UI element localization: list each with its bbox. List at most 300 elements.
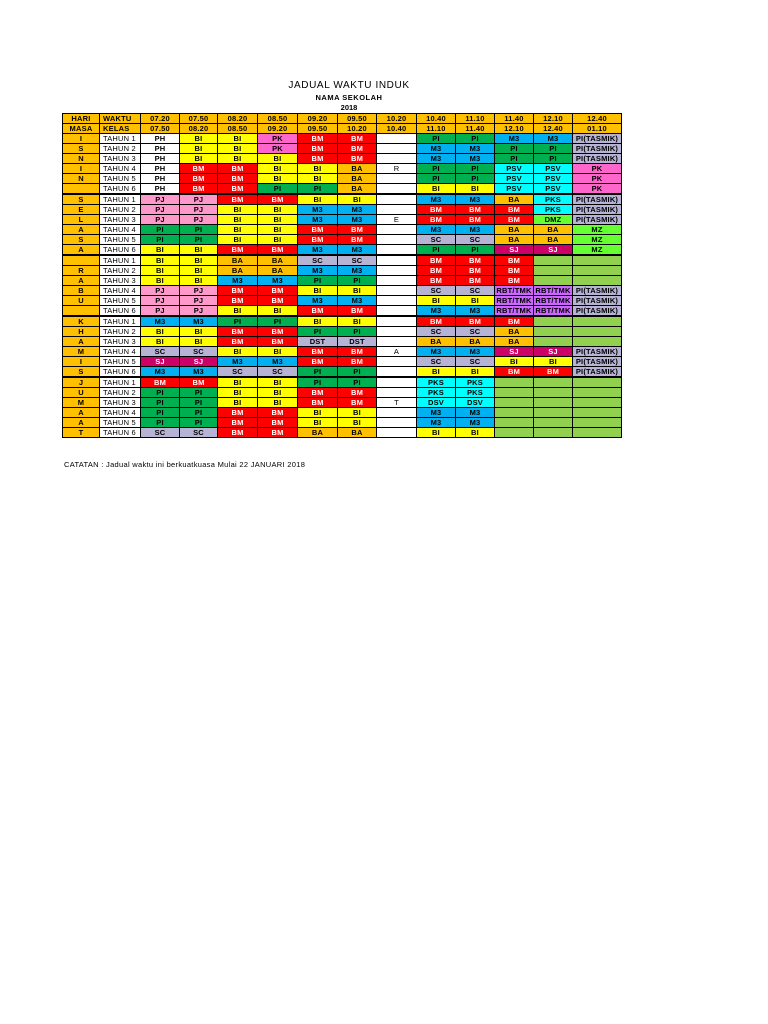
subject-cell: PKS: [534, 205, 573, 215]
subject-cell: [573, 428, 622, 438]
subject-cell: DST: [298, 337, 338, 347]
subject-cell: BI: [456, 428, 495, 438]
day-letter: R: [63, 266, 100, 276]
subject-cell: PI(TASMIK): [573, 144, 622, 154]
subject-cell: [534, 428, 573, 438]
header-cell: 08.20: [180, 124, 218, 134]
subject-cell: PJ: [180, 286, 218, 296]
subject-cell: BM: [338, 144, 377, 154]
table-row: [63, 144, 622, 154]
subject-cell: PKS: [534, 194, 573, 205]
subject-cell: BI: [141, 276, 180, 286]
subject-cell: BI: [218, 388, 258, 398]
subject-cell: PH: [141, 154, 180, 164]
subject-cell: BM: [298, 347, 338, 357]
day-letter: E: [63, 205, 100, 215]
subject-cell: PI: [141, 225, 180, 235]
subject-cell: M3: [298, 266, 338, 276]
subject-cell: BI: [258, 215, 298, 225]
subject-cell: BM: [495, 266, 534, 276]
subject-cell: BI: [141, 245, 180, 256]
subject-cell: [495, 388, 534, 398]
subject-cell: SJ: [495, 347, 534, 357]
subject-cell: BA: [417, 337, 456, 347]
break-cell: [377, 286, 417, 296]
subject-cell: BI: [180, 154, 218, 164]
subject-cell: BM: [417, 316, 456, 327]
break-cell: [377, 225, 417, 235]
day-letter: N: [63, 174, 100, 184]
day-letter: M: [63, 347, 100, 357]
header-cell: 09.50: [338, 114, 377, 124]
subject-cell: BM: [258, 418, 298, 428]
subject-cell: PJ: [141, 286, 180, 296]
subject-cell: BM: [258, 286, 298, 296]
class-label: TAHUN 5: [100, 357, 141, 367]
table-row: [63, 347, 622, 357]
footnote: CATATAN : Jadual waktu ini berkuatkuasa Mulai 22 JANUARI 2018: [64, 460, 306, 469]
day-letter: A: [63, 408, 100, 418]
subject-cell: [534, 418, 573, 428]
header-cell: MASA: [63, 124, 100, 134]
table-row: [63, 418, 622, 428]
subject-cell: PJ: [180, 205, 218, 215]
subject-cell: BM: [218, 296, 258, 306]
subject-cell: PI(TASMIK): [573, 205, 622, 215]
day-letter: A: [63, 276, 100, 286]
subject-cell: BM: [180, 377, 218, 388]
subject-cell: BM: [338, 398, 377, 408]
subject-cell: PI(TASMIK): [573, 134, 622, 144]
subject-cell: BM: [218, 327, 258, 337]
table-row: [63, 266, 622, 276]
subject-cell: PJ: [141, 215, 180, 225]
subject-cell: M3: [417, 408, 456, 418]
table-row: [63, 327, 622, 337]
day-letter: I: [63, 164, 100, 174]
subject-cell: BM: [417, 276, 456, 286]
class-label: TAHUN 1: [100, 377, 141, 388]
subject-cell: PSV: [495, 184, 534, 195]
subject-cell: RBT/TMK: [496, 286, 532, 295]
subject-cell: BM: [180, 164, 218, 174]
subject-cell: [534, 337, 573, 347]
header-cell: 07.50: [180, 114, 218, 124]
subject-cell: PSV: [534, 164, 573, 174]
subject-cell: PI: [338, 377, 377, 388]
timetable: [62, 113, 622, 438]
subject-cell: M3: [141, 316, 180, 327]
subject-cell: PI: [338, 327, 377, 337]
subject-cell: [534, 388, 573, 398]
subject-cell: BI: [258, 388, 298, 398]
subject-cell: BM: [495, 215, 534, 225]
subject-cell: [495, 428, 534, 438]
subject-cell: BI: [218, 134, 258, 144]
subject-cell: [495, 377, 534, 388]
subject-cell: M3: [298, 215, 338, 225]
subject-cell: BM: [258, 428, 298, 438]
subject-cell: BI: [218, 154, 258, 164]
subject-cell: BM: [258, 408, 298, 418]
subject-cell: PI: [495, 144, 534, 154]
subject-cell: [573, 377, 622, 388]
header-cell: WAKTU: [100, 114, 141, 124]
subject-cell: BI: [338, 286, 377, 296]
day-letter: [63, 306, 100, 317]
class-label: TAHUN 3: [100, 276, 141, 286]
table-row: [63, 357, 622, 367]
subject-cell: PI: [141, 408, 180, 418]
subject-cell: [495, 408, 534, 418]
header-cell: 12.40: [534, 124, 573, 134]
subject-cell: BM: [218, 418, 258, 428]
subject-cell: BM: [218, 337, 258, 347]
header-cell: 07.50: [141, 124, 180, 134]
subject-cell: DMZ: [534, 215, 573, 225]
subject-cell: PI(TASMIK): [573, 367, 622, 378]
break-cell: [377, 276, 417, 286]
header-cell: 08.50: [258, 114, 298, 124]
subject-cell: BM: [338, 154, 377, 164]
subject-cell: DST: [338, 337, 377, 347]
subject-cell: BI: [417, 296, 456, 306]
subject-cell: M3: [456, 225, 495, 235]
subject-cell: M3: [298, 296, 338, 306]
subject-cell: SC: [180, 347, 218, 357]
day-letter: I: [63, 357, 100, 367]
table-row: [63, 398, 622, 408]
table-row: [63, 225, 622, 235]
class-label: TAHUN 4: [100, 225, 141, 235]
subject-cell: SC: [456, 327, 495, 337]
subject-cell: BI: [258, 225, 298, 235]
subject-cell: SC: [417, 357, 456, 367]
subject-cell: [573, 418, 622, 428]
subject-cell: PSV: [534, 184, 573, 195]
subject-cell: M3: [417, 418, 456, 428]
class-label: TAHUN 2: [100, 144, 141, 154]
subject-cell: PI: [456, 174, 495, 184]
subject-cell: BM: [456, 276, 495, 286]
subject-cell: BM: [338, 235, 377, 245]
subject-cell: BI: [456, 296, 495, 306]
header-cell: KELAS: [100, 124, 141, 134]
break-cell: T: [377, 398, 417, 408]
subject-cell: SC: [298, 255, 338, 266]
header-row: [63, 114, 622, 124]
header-cell: 10.20: [338, 124, 377, 134]
subject-cell: BI: [218, 225, 258, 235]
class-label: TAHUN 2: [100, 327, 141, 337]
subject-cell: BM: [258, 337, 298, 347]
subject-cell: M3: [298, 245, 338, 256]
subject-cell: PH: [141, 184, 180, 195]
subject-cell: [534, 327, 573, 337]
break-cell: [377, 144, 417, 154]
subject-cell: SJ: [141, 357, 180, 367]
subject-cell: PI: [258, 184, 298, 195]
subject-cell: PJ: [180, 296, 218, 306]
subject-cell: BM: [258, 327, 298, 337]
header-cell: 11.40: [495, 114, 534, 124]
subject-cell: BM: [338, 357, 377, 367]
subject-cell: BI: [218, 144, 258, 154]
subject-cell: PJ: [180, 215, 218, 225]
class-label: TAHUN 1: [100, 316, 141, 327]
subject-cell: BM: [298, 225, 338, 235]
subject-cell: PI: [218, 316, 258, 327]
subject-cell: BI: [417, 184, 456, 195]
subject-cell: BI: [141, 327, 180, 337]
subject-cell: PJ: [141, 296, 180, 306]
subject-cell: BM: [298, 134, 338, 144]
subject-cell: PK: [258, 134, 298, 144]
subject-cell: BM: [218, 164, 258, 174]
subject-cell: BI: [298, 164, 338, 174]
subject-cell: BM: [180, 174, 218, 184]
subject-cell: BI: [258, 398, 298, 408]
class-label: TAHUN 1: [100, 255, 141, 266]
day-letter: B: [63, 286, 100, 296]
subject-cell: PI: [180, 398, 218, 408]
subject-cell: [534, 276, 573, 286]
subject-cell: PI(TASMIK): [573, 357, 622, 367]
subject-cell: PH: [141, 134, 180, 144]
subject-cell: SC: [417, 327, 456, 337]
subject-cell: PJ: [141, 306, 180, 317]
subject-cell: BM: [218, 174, 258, 184]
day-letter: M: [63, 398, 100, 408]
subject-cell: M3: [534, 134, 573, 144]
day-letter: S: [63, 235, 100, 245]
subject-cell: BA: [495, 194, 534, 205]
break-cell: [377, 306, 417, 317]
subject-cell: PKS: [417, 377, 456, 388]
subject-cell: M3: [338, 266, 377, 276]
subject-cell: BI: [258, 306, 298, 317]
subject-cell: BI: [338, 194, 377, 205]
subject-cell: BM: [456, 255, 495, 266]
subject-cell: BI: [180, 337, 218, 347]
subject-cell: PKS: [417, 388, 456, 398]
break-cell: [377, 266, 417, 276]
subject-cell: BI: [218, 377, 258, 388]
subject-cell: BI: [218, 398, 258, 408]
subject-cell: [495, 418, 534, 428]
subject-cell: BA: [258, 255, 298, 266]
day-letter: [63, 255, 100, 266]
class-label: TAHUN 5: [100, 418, 141, 428]
subject-cell: BM: [218, 245, 258, 256]
subject-cell: BM: [495, 276, 534, 286]
header-cell: 09.20: [258, 124, 298, 134]
subject-cell: M3: [456, 144, 495, 154]
header-cell: HARI: [63, 114, 100, 124]
day-letter: A: [63, 418, 100, 428]
subject-cell: M3: [180, 367, 218, 378]
subject-cell: BA: [456, 337, 495, 347]
subject-cell: M3: [258, 357, 298, 367]
subject-cell: BM: [180, 184, 218, 195]
subject-cell: DSV: [417, 398, 456, 408]
break-cell: [377, 316, 417, 327]
subject-cell: M3: [417, 225, 456, 235]
class-label: TAHUN 1: [100, 134, 141, 144]
header-cell: 07.20: [141, 114, 180, 124]
subject-cell: BI: [258, 164, 298, 174]
subject-cell: BM: [298, 144, 338, 154]
subject-cell: [573, 276, 622, 286]
subject-cell: BM: [141, 377, 180, 388]
header-cell: 01.10: [573, 124, 622, 134]
subject-cell: PI: [417, 134, 456, 144]
subject-cell: BI: [218, 215, 258, 225]
subject-cell: PI: [141, 388, 180, 398]
subject-cell: M3: [141, 367, 180, 378]
doc-year: 2018: [340, 103, 358, 112]
subject-cell: M3: [417, 347, 456, 357]
subject-cell: M3: [456, 154, 495, 164]
subject-cell: PJ: [141, 194, 180, 205]
subject-cell: [573, 255, 622, 266]
subject-cell: PI: [180, 418, 218, 428]
subject-cell: M3: [456, 418, 495, 428]
subject-cell: BM: [258, 296, 298, 306]
subject-cell: BI: [141, 255, 180, 266]
subject-cell: BI: [456, 367, 495, 378]
day-letter: [63, 184, 100, 195]
subject-cell: PI(TASMIK): [573, 286, 622, 296]
class-label: TAHUN 4: [100, 347, 141, 357]
subject-cell: [573, 327, 622, 337]
day-letter: L: [63, 215, 100, 225]
subject-cell: SC: [141, 428, 180, 438]
subject-cell: BM: [298, 398, 338, 408]
break-cell: [377, 428, 417, 438]
subject-cell: PI: [141, 418, 180, 428]
table-row: [63, 337, 622, 347]
subject-cell: MZ: [573, 245, 622, 256]
header-row: [63, 124, 622, 134]
day-letter: S: [63, 367, 100, 378]
subject-cell: PI: [298, 276, 338, 286]
subject-cell: BI: [258, 154, 298, 164]
subject-cell: BI: [218, 235, 258, 245]
day-letter: I: [63, 134, 100, 144]
class-label: TAHUN 5: [100, 296, 141, 306]
subject-cell: PH: [141, 174, 180, 184]
subject-cell: SJ: [495, 245, 534, 256]
subject-cell: SC: [218, 367, 258, 378]
subject-cell: BA: [298, 428, 338, 438]
day-letter: U: [63, 296, 100, 306]
class-label: TAHUN 4: [100, 164, 141, 174]
subject-cell: BM: [456, 215, 495, 225]
subject-cell: PKS: [456, 388, 495, 398]
subject-cell: SC: [456, 357, 495, 367]
subject-cell: PI: [141, 398, 180, 408]
subject-cell: BI: [141, 337, 180, 347]
subject-cell: BM: [417, 266, 456, 276]
subject-cell: MZ: [573, 235, 622, 245]
subject-cell: PSV: [495, 164, 534, 174]
table-row: [63, 408, 622, 418]
table-row: [63, 154, 622, 164]
subject-cell: M3: [417, 306, 456, 317]
subject-cell: SC: [338, 255, 377, 266]
subject-cell: BM: [338, 306, 377, 317]
subject-cell: BI: [338, 316, 377, 327]
subject-cell: BI: [298, 316, 338, 327]
subject-cell: BA: [258, 266, 298, 276]
table-row: [63, 428, 622, 438]
subject-cell: BM: [218, 194, 258, 205]
break-cell: [377, 184, 417, 195]
subject-cell: PSV: [495, 174, 534, 184]
subject-cell: M3: [456, 306, 495, 317]
subject-cell: [534, 255, 573, 266]
subject-cell: SJ: [180, 357, 218, 367]
header-cell: 10.40: [377, 124, 417, 134]
subject-cell: PI: [456, 164, 495, 174]
break-cell: A: [377, 347, 417, 357]
subject-cell: M3: [180, 316, 218, 327]
subject-cell: [534, 377, 573, 388]
break-cell: [377, 235, 417, 245]
subject-cell: BM: [338, 225, 377, 235]
table-row: [63, 205, 622, 215]
subject-cell: BA: [218, 266, 258, 276]
break-cell: [377, 388, 417, 398]
table-row: [63, 174, 622, 184]
subject-cell: PI: [298, 367, 338, 378]
subject-cell: PK: [573, 184, 622, 195]
subject-cell: PJ: [141, 205, 180, 215]
subject-cell: BI: [180, 134, 218, 144]
subject-cell: BA: [534, 225, 573, 235]
class-label: TAHUN 6: [100, 184, 141, 195]
break-cell: [377, 154, 417, 164]
subject-cell: PI: [180, 225, 218, 235]
subject-cell: RBT/TMK: [535, 306, 571, 315]
break-cell: [377, 337, 417, 347]
subject-cell: BM: [495, 255, 534, 266]
subject-cell: PI: [141, 235, 180, 245]
break-cell: [377, 367, 417, 378]
subject-cell: RBT/TMK: [535, 286, 571, 295]
subject-cell: BI: [258, 377, 298, 388]
break-cell: [377, 205, 417, 215]
subject-cell: M3: [495, 134, 534, 144]
subject-cell: BM: [456, 266, 495, 276]
subject-cell: BI: [180, 266, 218, 276]
table-row: [63, 367, 622, 378]
subject-cell: [534, 266, 573, 276]
subject-cell: SC: [258, 367, 298, 378]
break-cell: [377, 408, 417, 418]
header-cell: 11.40: [456, 124, 495, 134]
subject-cell: PI: [180, 408, 218, 418]
day-letter: S: [63, 144, 100, 154]
subject-cell: PJ: [180, 306, 218, 317]
subject-cell: M3: [218, 357, 258, 367]
subject-cell: PI: [456, 134, 495, 144]
header-cell: 12.40: [573, 114, 622, 124]
break-cell: [377, 357, 417, 367]
subject-cell: BI: [218, 347, 258, 357]
table-row: [63, 194, 622, 205]
